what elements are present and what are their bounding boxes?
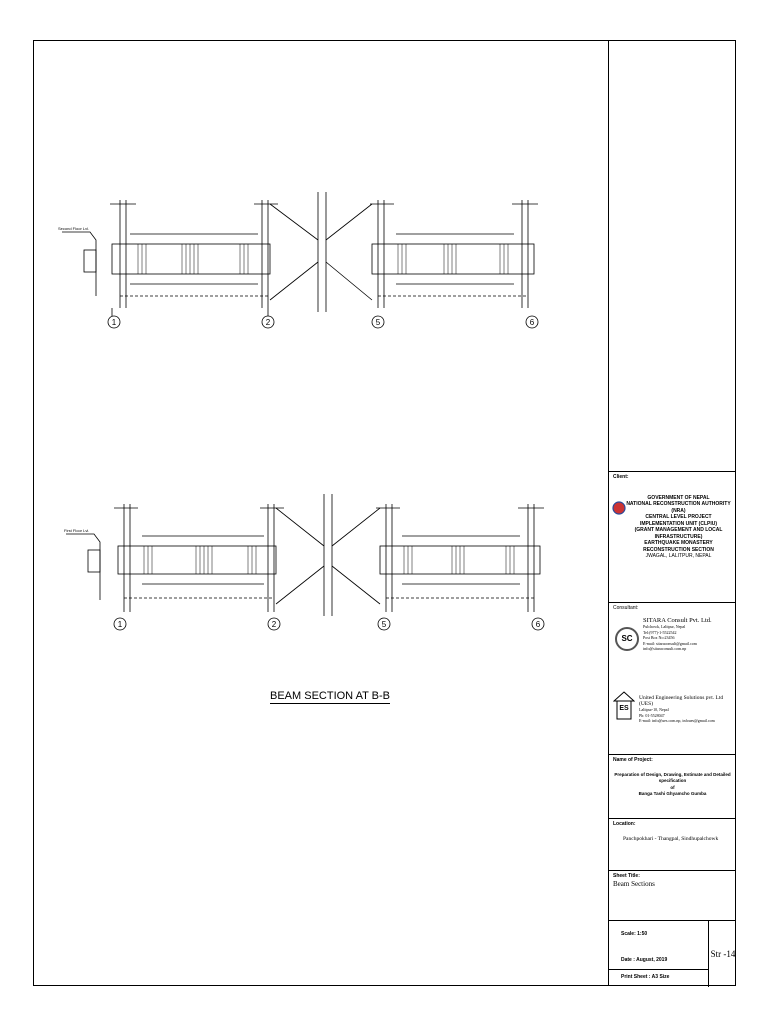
section-title: BEAM SECTION AT B-B xyxy=(270,690,391,702)
grid-label-1-top: 1 xyxy=(111,318,117,327)
consultant1-line: Post Box No:23456 xyxy=(643,635,675,640)
level-label-first-floor: First Floor Lvl. xyxy=(64,528,90,533)
scale-value: 1:50 xyxy=(637,931,648,937)
consultant1-line: info@sitaraconsult.com.np xyxy=(643,646,687,651)
grid-label-5-bottom: 5 xyxy=(381,620,387,629)
sheet-info-section xyxy=(609,920,736,986)
scale-label: Scale: xyxy=(621,931,636,937)
consultant1-name: SITARA Consult Pvt. Ltd. xyxy=(643,617,712,624)
title-block xyxy=(608,40,736,986)
sheet-title-label: Sheet Title: xyxy=(613,873,640,879)
project-line: Preparation of Design, Drawing, Estimate and Detailed specification xyxy=(614,771,731,783)
client-address: JWAGAL, LALITPUR, NEPAL xyxy=(645,553,712,559)
consultant1-line: E-mail: sitaraconsult@gmail.com xyxy=(643,640,697,646)
ues-logo: ES xyxy=(613,691,635,721)
project-line: Banga Tashi Ghyamcho Gumba xyxy=(638,791,707,796)
print-label: Print Sheet : xyxy=(621,974,651,980)
date-value: August, 2019 xyxy=(636,957,668,963)
beam-body-top-left xyxy=(112,244,270,274)
print-value: A3 Size xyxy=(651,974,670,980)
location-value: Panchpokhari - Thangpal, Sindhupalchowk xyxy=(623,835,719,842)
consultant2-line: E-mail: info@ues.com.np, infoues@gmail.com xyxy=(639,718,715,723)
grid-label-6-bottom: 6 xyxy=(535,620,541,629)
client-line: GOVERNMENT OF NEPAL xyxy=(647,494,710,501)
level-label-second-floor: Second Floor Lvl. xyxy=(58,226,90,231)
grid-label-5-top: 5 xyxy=(375,318,381,327)
location-section xyxy=(609,818,736,870)
nepal-emblem-icon xyxy=(612,500,626,516)
date-label: Date : xyxy=(621,957,635,963)
sheet-number: Str -14 xyxy=(710,949,736,959)
consultant1-line: Pulchowk, Lalitpur, Nepal xyxy=(643,624,686,629)
client-line: (GRANT MANAGEMENT AND LOCAL INFRASTRUCTURE) xyxy=(634,527,723,540)
beam-body-top-right xyxy=(372,244,534,274)
client-line: CENTRAL LEVEL PROJECT IMPLEMENTATION UNIT (CLPIU) xyxy=(639,514,718,527)
sheet-title-section xyxy=(609,870,736,920)
grid-label-6-top: 6 xyxy=(529,318,535,327)
client-section xyxy=(609,471,736,602)
project-line: of xyxy=(670,784,675,790)
client-label: Client: xyxy=(613,474,629,480)
project-label: Name of Project: xyxy=(613,757,653,763)
sheet-title-value: Beam Sections xyxy=(613,879,655,888)
location-label: Location: xyxy=(613,821,636,827)
project-section xyxy=(609,754,736,818)
consultant1-line: Tel:(977)-1-5522542 xyxy=(643,629,677,635)
grid-label-2-bottom: 2 xyxy=(271,620,277,629)
consultant2-line: Lalitpur-10, Nepal xyxy=(639,707,669,712)
consultant2-name: United Engineering Solutions pvt. Ltd (UES) xyxy=(639,695,724,707)
consultant-label: Consultant: xyxy=(613,605,639,611)
consultant-section xyxy=(609,602,736,754)
grid-label-1-bottom: 1 xyxy=(117,620,123,629)
client-line: EARTHQUAKE MONASTERY RECONSTRUCTION SECTION xyxy=(643,540,714,553)
client-line: NATIONAL RECONSTRUCTION AUTHORITY (NRA) xyxy=(626,501,731,514)
beam-body-bottom-left xyxy=(118,546,276,574)
consultant2-line: Ph: 01-5528047 xyxy=(639,712,665,718)
grid-label-2-top: 2 xyxy=(265,318,271,327)
sitara-logo: SC xyxy=(615,627,639,651)
